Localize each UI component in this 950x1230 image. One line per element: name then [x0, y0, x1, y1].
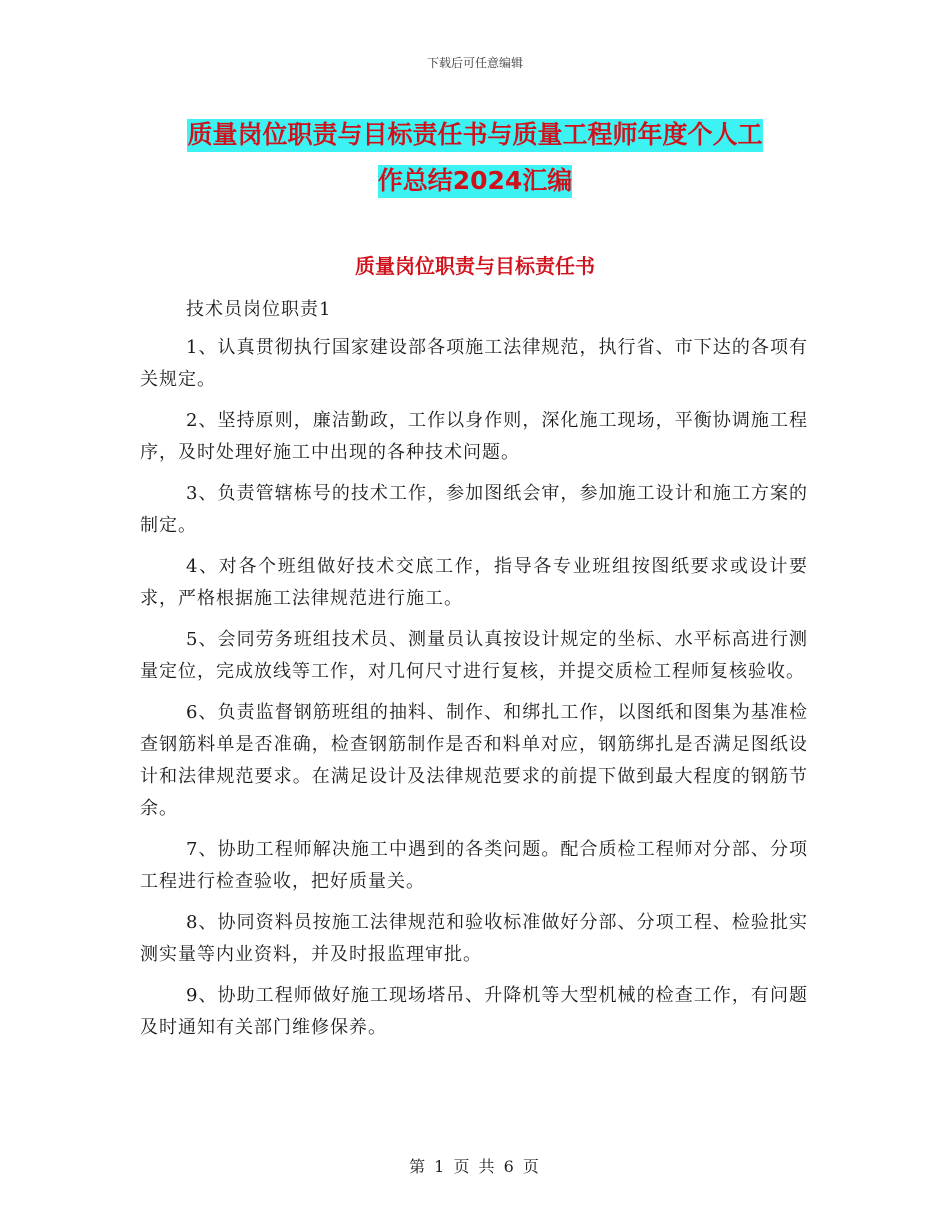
- paragraph: 8、协同资料员按施工法律规范和验收标准做好分部、分项工程、检验批实测实量等内业资料，并及时报监理审批。: [140, 912, 808, 965]
- paragraph: 3、负责管辖栋号的技术工作，参加图纸会审，参加施工设计和施工方案的制定。: [140, 483, 808, 536]
- document-title: [140, 112, 810, 204]
- section-title: 质量岗位职责与目标责任书: [355, 254, 595, 278]
- paragraph: 5、会同劳务班组技术员、测量员认真按设计规定的坐标、水平标高进行测量定位，完成放线等工作，对几何尺寸进行复核，并提交质检工程师复核验收。: [140, 629, 808, 682]
- header-note: 下载后可任意编辑: [426, 56, 523, 70]
- document-title-line-1: 质量岗位职责与目标责任书与质量工程师年度个人工: [187, 119, 762, 152]
- page-number: 第 1 页 共 6 页: [409, 1157, 541, 1176]
- subheading: 技术员岗位职责1: [186, 299, 332, 320]
- paragraph: 2、坚持原则，廉洁勤政，工作以身作则，深化施工现场，平衡协调施工程序，及时处理好施工中出现的各种技术问题。: [140, 410, 808, 463]
- document-title-line-2: 作总结2024汇编: [378, 165, 573, 198]
- document-body: [140, 294, 808, 1053]
- paragraph: 9、协助工程师做好施工现场塔吊、升降机等大型机械的检查工作，有问题及时通知有关部门维修保养。: [140, 985, 808, 1038]
- paragraph: 6、负责监督钢筋班组的抽料、制作、和绑扎工作，以图纸和图集为基准检查钢筋料单是否准确，检查钢筋制作是否和料单对应，钢筋绑扎是否满足图纸设计和法律规范要求。在满足设计及法律规范要求的前提下做到最大程度的钢筋节余。: [140, 702, 808, 819]
- paragraph: 4、对各个班组做好技术交底工作，指导各专业班组按图纸要求或设计要求，严格根据施工法律规范进行施工。: [140, 556, 808, 609]
- paragraph: 1、认真贯彻执行国家建设部各项施工法律规范，执行省、市下达的各项有关规定。: [140, 337, 808, 390]
- paragraph: 7、协助工程师解决施工中遇到的各类问题。配合质检工程师对分部、分项工程进行检查验收，把好质量关。: [140, 839, 808, 892]
